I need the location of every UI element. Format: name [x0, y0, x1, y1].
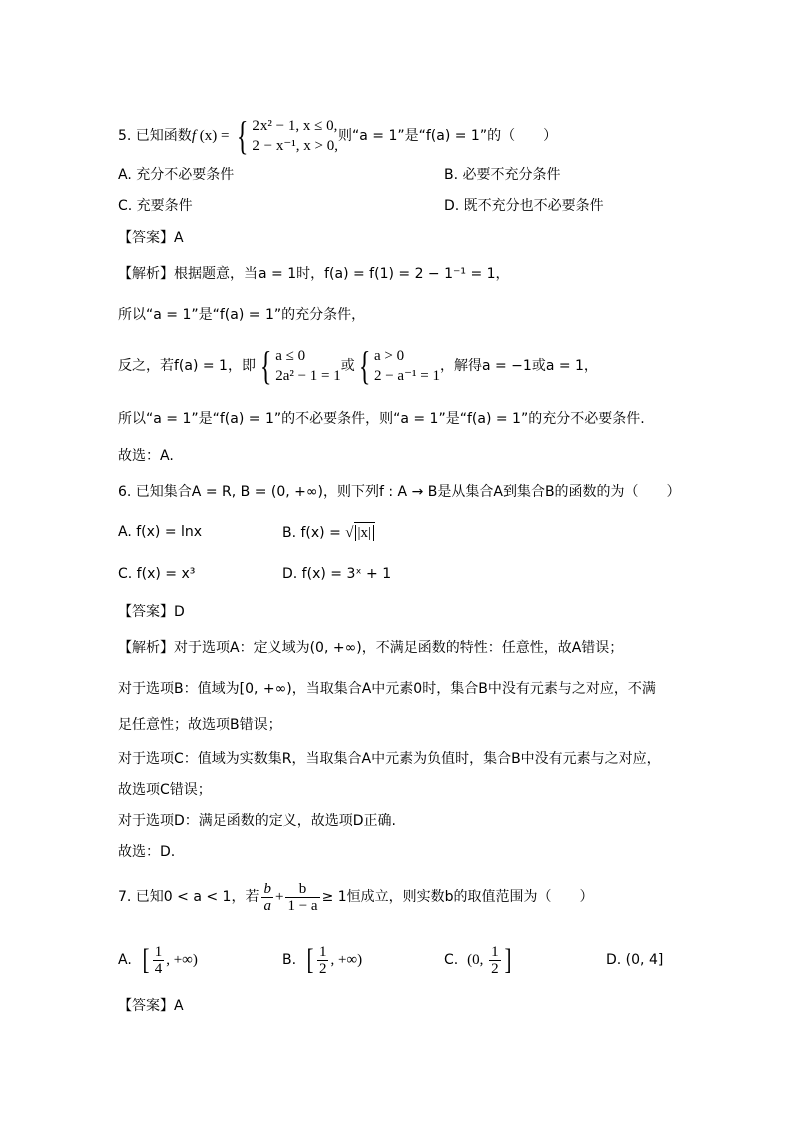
q5-sol3-case2a: a > 0: [373, 348, 405, 364]
q5-case2: 2 − x⁻¹, x > 0,: [252, 138, 338, 154]
q5-option-a: A. 充分不必要条件: [118, 167, 235, 183]
q7-option-b-den: 2: [318, 960, 327, 977]
q7-fraction-2-num: b: [285, 881, 319, 898]
q7-option-b-lbracket: [: [306, 943, 314, 976]
q5-sol3-brace2: {: [358, 343, 371, 388]
q7-option-b-label: B.: [282, 952, 297, 968]
q7-option-b: [282, 938, 362, 982]
q6-option-b-abs: |x|: [355, 525, 375, 541]
q7-option-b-num: 1: [318, 943, 327, 960]
q5-sol3-prefix: 反之，若f(a) = 1，即: [118, 358, 256, 374]
q7-option-c-den: 2: [491, 960, 499, 977]
q5-sol3-brace1: {: [259, 343, 272, 388]
q7-option-c: [444, 938, 513, 982]
q6-solution-3: 足任意性；故选项B错误；: [118, 717, 282, 733]
q5-option-d: D. 既不充分也不必要条件: [444, 198, 604, 214]
q5-solution-1: [118, 264, 510, 284]
q5-sol3-case1b: 2a² − 1 = 1: [275, 368, 341, 384]
q5-case1: 2x² − 1, x ≤ 0,: [252, 118, 338, 134]
q5-stem: [118, 113, 558, 158]
q7-stem-post: ≥ 1恒成立，则实数b的取值范围为（ ）: [321, 889, 594, 905]
q5-func-eq: (x) =: [195, 128, 234, 144]
q7-option-a-fraction: [153, 944, 165, 977]
q5-option-b: B. 必要不充分条件: [444, 167, 561, 183]
q7-option-a-lbracket: [: [142, 943, 150, 976]
q6-option-a: A. f(x) = lnx: [118, 524, 203, 540]
q5-solution-3: [118, 343, 598, 388]
q5-stem-mid: 则“a = 1”是“f(a) = 1”的（ ）: [337, 128, 558, 144]
q6-option-c: C. f(x) = x³: [118, 566, 196, 582]
q5-solution-label: 【解析】: [118, 266, 174, 282]
q7-option-a-num: 1: [154, 943, 163, 960]
q5-solution-1-text: 根据题意，当a = 1时，f(a) = f(1) = 2 − 1⁻¹ = 1，: [174, 266, 510, 282]
q7-stem-prefix: 7. 已知0 < a < 1，若: [118, 889, 260, 905]
q7-option-d: D. (0, 4]: [606, 952, 664, 968]
q7-option-a-label: A.: [118, 952, 132, 968]
q5-sol3-or: 或: [340, 358, 355, 374]
q6-option-b-prefix: B. f(x) =: [282, 525, 346, 541]
q5-option-c: C. 充要条件: [118, 198, 193, 214]
q7-fraction-1-den: a: [263, 897, 271, 914]
q6-answer: 【答案】D: [118, 604, 185, 620]
q7-option-a-rest: , +∞): [166, 952, 198, 968]
q6-solution-2: 对于选项B：值域为[0, +∞)，当取集合A中元素0时，集合B中没有元素与之对应，不满: [118, 681, 656, 697]
q6-solution-4: 对于选项C：值域为实数集R，当取集合A中元素为负值时，集合B中没有元素与之对应，: [118, 751, 661, 767]
q7-fraction-1: [261, 881, 273, 914]
q7-option-b-fraction: [317, 944, 329, 977]
q6-option-b-radicand: [354, 522, 376, 543]
q5-solution-4: 所以“a = 1”是“f(a) = 1”的不必要条件，则“a = 1”是“f(a) = 1”的充分不必要条件.: [118, 411, 645, 427]
q5-solution-5: 故选：A.: [118, 448, 174, 464]
q6-option-b-sqrt-sign: √: [345, 525, 354, 541]
q5-sol3-post: ，解得a = −1或a = 1，: [439, 358, 598, 374]
q6-solution-1: 【解析】对于选项A：定义域为(0, +∞)，不满足函数的特性：任意性，故A错误；: [118, 640, 624, 656]
q6-option-d: D. f(x) = 3ˣ + 1: [282, 566, 392, 582]
q7-option-c-label: C.: [444, 952, 459, 968]
q6-solution-6: 对于选项D：满足函数的定义，故选项D正确.: [118, 813, 397, 829]
q7-fraction-2: [285, 881, 319, 914]
q7-option-c-fraction: [489, 944, 501, 977]
q5-solution-2: 所以“a = 1”是“f(a) = 1”的充分条件，: [118, 307, 366, 323]
q5-func-name: f: [191, 128, 196, 144]
q7-plus: +: [274, 889, 284, 905]
q5-answer: 【答案】A: [118, 230, 184, 246]
q7-option-c-prefix: (0,: [467, 952, 488, 968]
q7-option-a-den: 4: [154, 960, 163, 977]
q7-option-c-num: 1: [491, 943, 499, 960]
q5-brace: {: [237, 113, 249, 158]
q7-option-a: [118, 938, 198, 982]
q6-stem: 6. 已知集合A = R, B = (0, +∞)，则下列f : A → B是从集合A到集合B的函数的为（ ）: [118, 484, 681, 500]
q7-stem: [118, 877, 594, 917]
q5-sol3-case1a: a ≤ 0: [275, 348, 306, 364]
q7-option-c-rbracket: ]: [504, 943, 512, 976]
q7-fraction-2-den: 1 − a: [287, 897, 318, 914]
q5-sol3-case2b: 2 − a⁻¹ = 1: [373, 368, 440, 384]
q5-cases: [252, 116, 338, 156]
q7-option-b-rest: , +∞): [330, 952, 363, 968]
q6-solution-5: 故选项C错误；: [118, 782, 212, 798]
q7-answer: 【答案】A: [118, 998, 184, 1014]
q7-fraction-1-num: b: [263, 880, 271, 897]
q5-stem-prefix: 5. 已知函数: [118, 128, 192, 144]
q5-sol3-cases2: [374, 346, 440, 386]
q6-solution-7: 故选：D.: [118, 844, 176, 860]
q5-sol3-cases1: [275, 346, 341, 386]
q6-option-b: [282, 522, 375, 543]
